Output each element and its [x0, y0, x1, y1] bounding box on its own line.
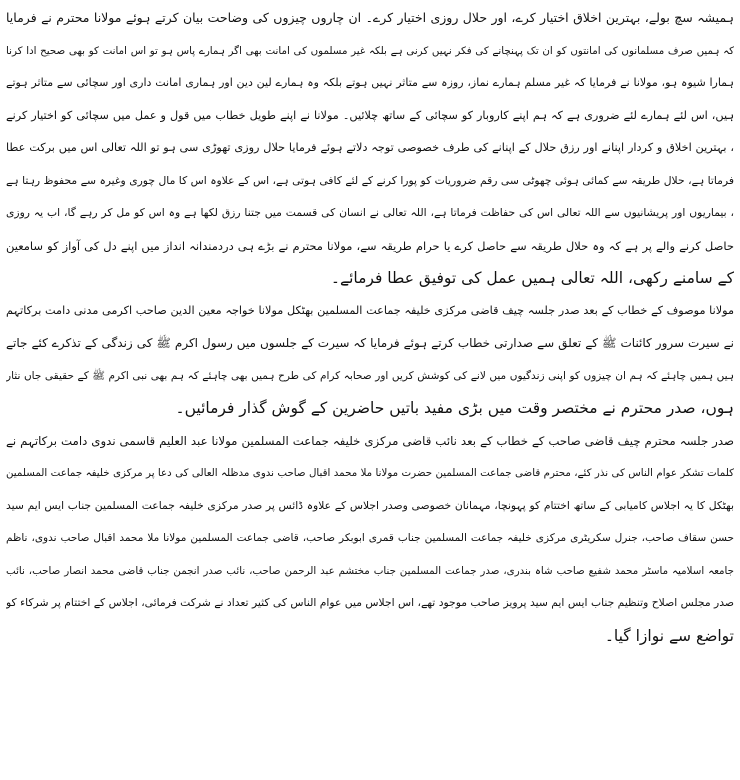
text-line: ہمارا شیوہ ہو، مولانا نے فرمایا کہ غیر مسلم ہمارے نماز، روزہ سے متاثر نہیں ہوتے بلکہ وہ ہمارے لین دین اور ہماری امانت داری اور سچائی سے متاثر ہوتے	[6, 76, 734, 89]
text-line: مولانا موصوف کے خطاب کے بعد صدر جلسہ چیف قاضی مرکزی خلیفہ جماعت المسلمین بھٹکل مولانا خواجہ معین الدین صاحب اکرمی مدنی دامت برکاتہم	[6, 303, 734, 317]
text-line: ، بہترین اخلاق و کردار اپنانے اور رزق حلال کے اپنانے کی طرف خصوصی توجہ دلاتے ہوئے فرمایا حلال روزی تھوڑی سی ہو تو اللہ تعالی اس میں برکت عطا	[6, 141, 734, 154]
text-line: کے سامنے رکھی، اللہ تعالی ہمیں عمل کی توفیق عطا فرمائے۔	[330, 269, 734, 287]
text-line: کلمات تشکر عوام الناس کی نذر کئے، محترم قاضی جماعت المسلمین حضرت مولانا ملا محمد اقبال صاحب ندوی مدظلہ العالی کی دعا پر مرکزی خلیفہ جماعت المسلمین	[6, 467, 734, 479]
text-line: کہ ہمیں صرف مسلمانوں کی امانتوں کو ان تک پہنچانے کی فکر نہیں کرنی ہے بلکہ غیر مسلموں کی امانت بھی اگر ہمارے پاس ہو تو اس امانت کو بھی صحیح ادا کرنا	[6, 44, 734, 57]
text-line: ، بیماریوں اور پریشانیوں سے اللہ تعالی اس کی حفاظت فرماتا ہے، اللہ تعالی نے انسان کی قسمت میں جتنا رزق لکھا ہے وہ اس کو مل کر رہے گا، اب یہ روزی	[6, 206, 734, 219]
paragraph-sermon	[6, 2, 734, 295]
text-line: ہمیشہ سچ بولے، بہترین اخلاق اختیار کرے، اور حلال روزی اختیار کرے۔ ان چاروں چیزوں کی وضاحت بیان کرتے ہوئے مولانا محترم نے فرمایا	[6, 10, 734, 25]
text-line: صدر جلسہ محترم چیف قاضی صاحب کے خطاب کے بعد نائب قاضی مرکزی خلیفہ جماعت المسلمین مولانا عبد العلیم قاسمی ندوی دامت برکاتہم نے	[6, 433, 734, 448]
text-line: ہوں، صدر محترم نے مختصر وقت میں بڑی مفید باتیں حاضرین کے گوش گذار فرمائیں۔	[175, 399, 734, 417]
text-line: فرماتا ہے، حلال طریقہ سے کمائی ہوئی چھوٹی سی رقم ضروریات کو پورا کرنے کے لئے کافی ہوتی ہے، اس کے علاوہ اس کا مال چوری وغیرہ سے محفوظ رہتا ہے	[6, 173, 734, 187]
text-line: بھٹکل کا یہ اجلاس کامیابی کے ساتھ اختتام کو پہونچا، مہمانان خصوصی وصدر اجلاس کے علاوہ ڈائس پر صدر مرکزی خلیفہ جماعت المسلمین جناب ایس ایم سید	[6, 498, 734, 512]
text-line: نے سیرت سرور کائنات ﷺ کے تعلق سے صدارتی خطاب کرتے ہوئے فرمایا کہ سیرت کے جلسوں میں رسول اکرم ﷺ کی زندگی کے تذکرے کئے جاتے	[6, 336, 734, 350]
paragraph-presidential-address	[6, 295, 734, 425]
text-line: تواضع سے نوازا گیا۔	[604, 626, 734, 645]
text-line: حاصل کرنے والے پر ہے کہ وہ حلال طریقہ سے حاصل کرے یا حرام طریقہ سے، مولانا محترم نے بڑے ہی دردمندانہ انداز میں اپنے دل کی آواز کو سامعین	[6, 238, 734, 253]
text-line: حسن سقاف صاحب، جنرل سکریٹری مرکزی خلیفہ جماعت المسلمین جناب قمری ابوبکر صاحب، قاضی جماعت المسلمین مولانا ملا محمد اقبال صاحب ندوی، ناظم	[6, 532, 734, 544]
paragraph-closing	[6, 425, 734, 653]
text-line: ہیں، اس لئے ہمارے لئے ضروری ہے کہ ہم اپنے کاروبار کو سچائی کے ساتھ چلائیں۔ مولانا نے اپنے طویل خطاب میں قول و عمل میں سچائی کو اختیار کرنے	[6, 108, 734, 122]
text-line: صدر مجلس اصلاح وتنظیم جناب ایس ایم سید پرویز صاحب موجود تھے، اس اجلاس میں عوام الناس کی کثیر تعداد نے شرکت فرمائی، اجلاس کے اختتام پر شرکاء کو	[6, 596, 734, 609]
text-line: جامعہ اسلامیہ ماسٹر محمد شفیع صاحب شاہ بندری، صدر جماعت المسلمین جناب مختشم عبد الرحمن صاحب، نائب صدر انجمن جناب قاضی محمد انصار صاحب، نائب	[6, 564, 734, 577]
text-line: ہیں ہمیں چاہئے کہ ہم ان چیزوں کو اپنی زندگیوں میں لانے کی کوشش کریں اور صحابہ کرام کی طرح ہمیں بھی چاہئے کہ ہم بھی نبی اکرم ﷺ کے حقیقی جاں نثار	[6, 369, 734, 382]
